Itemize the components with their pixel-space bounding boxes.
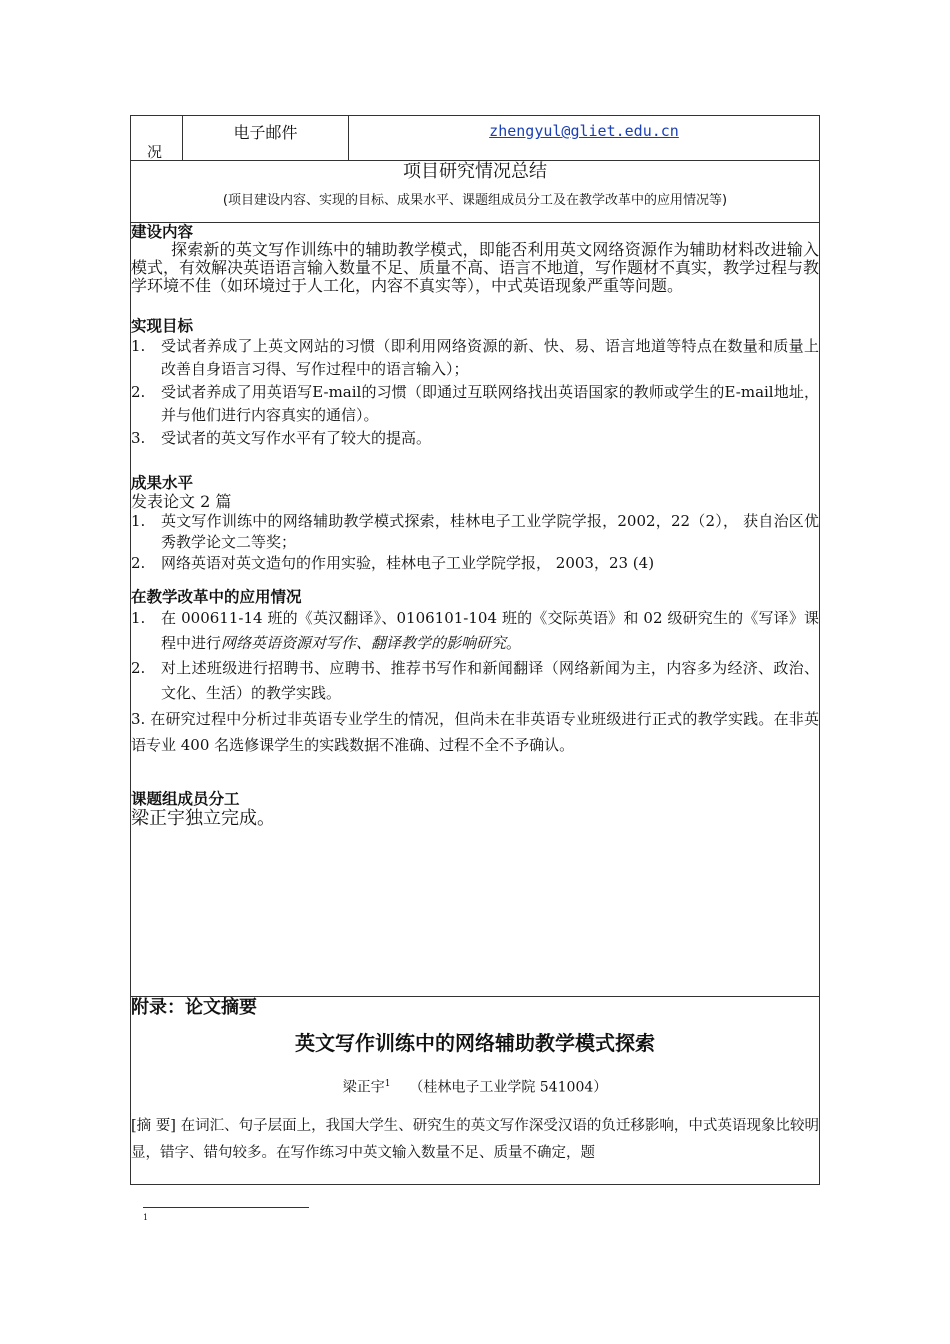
list-item [131,656,819,706]
summary-body-cell [131,223,820,997]
list-number: 2. [131,383,146,401]
list-text: 在 000611-14 班的《英汉翻译》、0106101-104 班的《交际英语》和 02 级研究生的《写译》课程中进行 [161,609,819,652]
side-label-cell [131,116,183,161]
list-item [131,381,819,427]
list-text: 受试者养成了用英语写E-mail的习惯（即通过互联网络找出英语国家的教师或学生的E-mail地址，并与他们进行内容真实的通信）。 [161,383,819,424]
list-text: 对上述班级进行招聘书、应聘书、推荐书写作和新闻翻译（网络新闻为主，内容多为经济、政治、文化、生活）的教学实践。 [161,659,819,702]
summary-header-row [131,161,820,223]
list-item [131,427,819,450]
construction-text: 探索新的英文写作训练中的辅助教学模式，即能否利用英文网络资源作为辅助材料改进输入模式，有效解决英语语言输入数量不足、质量不高、语言不地道，写作题材不真实，教学过程与教学环境不佳（如环境过于人工化，内容不真实等），中式英语现象严重等问题。 [131,240,820,295]
list-number: 1. [131,337,146,355]
side-label-char: 况 [147,143,163,161]
results-list [131,511,819,574]
summary-subtitle: (项目建设内容、实现的目标、成果水平、课题组成员分工及在教学改革中的应用情况等) [222,193,728,208]
email-label-cell [183,116,349,161]
email-label: 电子邮件 [233,123,298,142]
list-item [131,553,819,574]
appendix-cell [131,997,820,1185]
list-text: 英文写作训练中的网络辅助教学模式探索，桂林电子工业学院学报，2002，22（2）， 获自治区优秀教学论文二等奖； [161,512,819,551]
results-heading: 成果水平 [131,474,194,492]
list-number: 1. [131,609,146,627]
application-list [131,606,819,706]
email-row [131,116,820,161]
project-form-table [130,115,820,1185]
construction-heading: 建设内容 [131,223,194,241]
application-item-3: 3. 在研究过程中分析过非英语专业学生的情况，但尚未在非英语专业班级进行正式的教学实践。在非英语专业 400 名选修课学生的实践数据不准确、过程不全不予确认。 [131,710,819,754]
summary-title: 项目研究情况总结 [403,161,547,182]
appendix-heading: 附录：论文摘要 [131,997,257,1018]
list-number: 3. [131,429,146,447]
paper-affiliation: （桂林电子工业学院 541004） [409,1079,608,1096]
summary-header-cell [131,161,820,223]
team-text: 梁正宇独立完成。 [131,808,275,829]
footnote-mark: 1 [143,1213,149,1222]
list-item [131,606,819,656]
goals-list [131,335,819,450]
list-text: 网络英语对英文造句的作用实验，桂林电子工业学院学报， 2003，23 (4) [161,554,655,572]
application-heading: 在教学改革中的应用情况 [131,588,302,606]
footnote-separator [143,1207,309,1208]
paper-title: 英文写作训练中的网络辅助教学模式探索 [295,1031,655,1055]
list-text: 受试者的英文写作水平有了较大的提高。 [161,429,432,447]
list-item [131,511,819,553]
results-intro: 发表论文 2 篇 [131,492,232,511]
list-number: 2. [131,659,146,677]
paper-author-line [131,1075,819,1097]
list-text-end: 。 [506,634,522,652]
summary-body-row [131,223,820,997]
team-heading: 课题组成员分工 [131,790,240,808]
list-text-italic: 网络英语资源对写作、翻译教学的影响研究 [221,634,507,652]
list-number: 1. [131,512,146,530]
paper-author: 梁正宇 [342,1079,385,1096]
email-link[interactable]: zhengyul@gliet.edu.cn [489,122,679,140]
email-value-cell [349,116,820,161]
list-number: 2. [131,554,146,572]
paper-abstract: [摘 要] 在词汇、句子层面上，我国大学生、研究生的英文写作深受汉语的负迁移影响，中式英语现象比较明显，错字、错句较多。在写作练习中英文输入数量不足、质量不确定，题 [131,1117,819,1161]
footnote-ref: 1 [384,1079,391,1089]
goals-heading: 实现目标 [131,317,194,335]
list-item [131,335,819,381]
appendix-row [131,997,820,1185]
list-text: 受试者养成了上英文网站的习惯（即利用网络资源的新、快、易、语言地道等特点在数量和质量上改善自身语言习得、写作过程中的语言输入）； [161,337,819,378]
